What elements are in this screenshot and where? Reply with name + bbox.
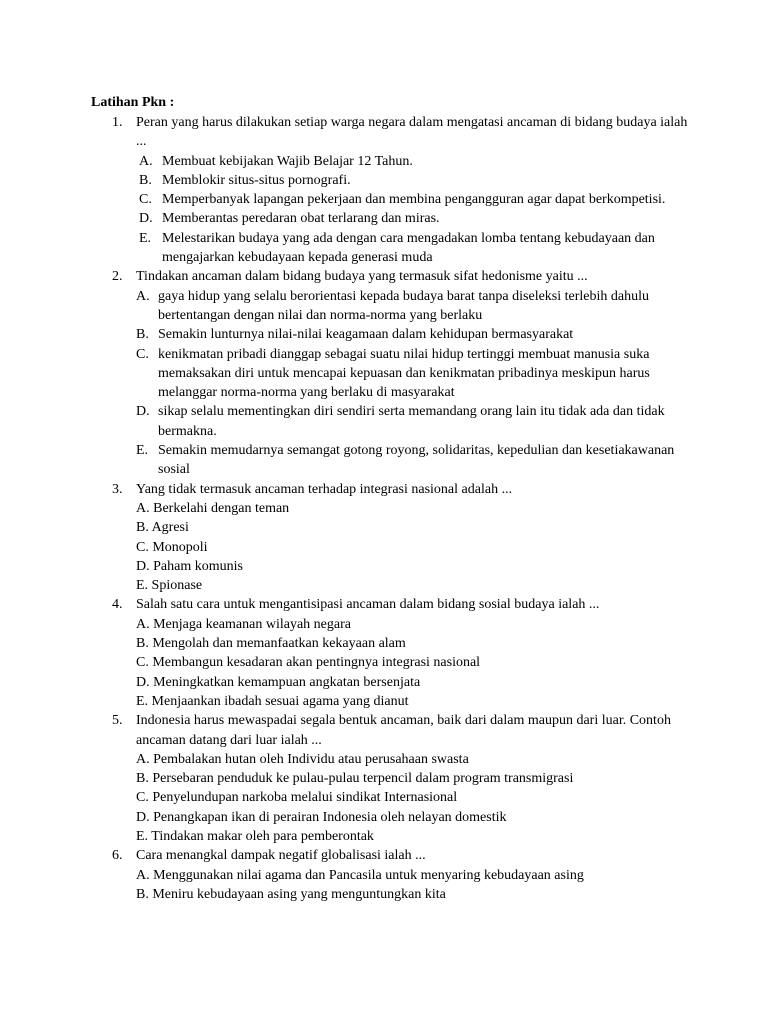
question-text: Cara menangkal dampak negatif globalisasi ialah ... [136, 848, 426, 864]
question-number: 3. [112, 481, 123, 497]
question-number: 2. [112, 269, 123, 285]
option-a: A. Membuat kebijakan Wajib Belajar 12 Tahun. [139, 153, 413, 169]
question-5 [112, 711, 691, 846]
option-list [136, 615, 691, 711]
option-e: E. Tindakan makar oleh para pemberontak [136, 828, 374, 844]
document-page [91, 93, 691, 904]
question-text: Indonesia harus mewaspadai segala bentuk ancaman, baik dari dalam maupun dari luar. Contoh ancaman datang dari luar ialah ... [136, 713, 671, 748]
option-e: E. Spionase [136, 578, 203, 594]
question-number: 1. [112, 115, 123, 130]
question-number: 6. [112, 848, 123, 864]
option-d: D. Penangkapan ikan di perairan Indonesia oleh nelayan domestik [136, 809, 507, 825]
option-d: D. Paham komunis [136, 558, 243, 574]
question-text: Salah satu cara untuk mengantisipasi ancaman dalam bidang sosial budaya ialah ... [136, 597, 600, 613]
question-2 [112, 267, 691, 479]
option-e: E. Melestarikan budaya yang ada dengan cara mengadakan lomba tentang kebudayaan dan mengajarkan kebudayaan kepada generasi muda [139, 230, 655, 266]
question-3 [112, 480, 691, 596]
document-title: Latihan Pkn : [91, 95, 175, 110]
question-number: 4. [112, 597, 123, 613]
option-b: B. Memblokir situs-situs pornografi. [139, 172, 351, 188]
question-text: Yang tidak termasuk ancaman terhadap integrasi nasional adalah ... [136, 481, 513, 497]
question-text: Peran yang harus dilakukan setiap warga negara dalam mengatasi ancaman di bidang budaya ialah ... [136, 115, 688, 150]
option-c: C. Penyelundupan narkoba melalui sindikat Internasional [136, 790, 458, 806]
option-b: B. Agresi [136, 520, 189, 536]
option-e: E. Menjaankan ibadah sesuai agama yang dianut [136, 693, 409, 709]
option-c: C. kenikmatan pribadi dianggap sebagai suatu nilai hidup tertinggi membuat manusia suka memaksakan diri untuk mencapai kepuasan dan kenikmatan pribadinya meskipun harus melanggar norma-norma yang berlaku di masyarakat [136, 346, 650, 401]
option-b: B. Semakin lunturnya nilai-nilai keagamaan dalam kehidupan bermasyarakat [136, 327, 574, 343]
question-4 [112, 595, 691, 711]
option-a: A. Menjaga keamanan wilayah negara [136, 616, 351, 632]
option-c: C. Memperbanyak lapangan pekerjaan dan membina pengangguran agar dapat berkompetisi. [139, 192, 666, 208]
option-list [136, 287, 691, 480]
option-list [136, 866, 691, 905]
option-a: A. gaya hidup yang selalu berorientasi kepada budaya barat tanpa diseleksi terlebih dahulu bertentangan dengan nilai dan norma-norma yang berlaku [136, 288, 649, 323]
option-d: D. Meningkatkan kemampuan angkatan bersenjata [136, 674, 421, 690]
question-1 [112, 113, 691, 267]
option-list [136, 152, 691, 268]
question-text: Tindakan ancaman dalam bidang budaya yang termasuk sifat hedonisme yaitu ... [136, 269, 588, 285]
option-b: B. Meniru kebudayaan asing yang menguntungkan kita [136, 886, 446, 902]
option-b: B. Persebaran penduduk ke pulau-pulau terpencil dalam program transmigrasi [136, 771, 574, 787]
option-e: E. Semakin memudarnya semangat gotong royong, solidaritas, kepedulian dan kesetiakawanan sosial [136, 443, 675, 478]
option-a: A. Berkelahi dengan teman [136, 500, 290, 516]
option-list [136, 750, 691, 846]
option-a: A. Pembalakan hutan oleh Individu atau perusahaan swasta [136, 751, 469, 767]
option-c: C. Membangun kesadaran akan pentingnya integrasi nasional [136, 655, 481, 671]
option-d: D. sikap selalu mementingkan diri sendiri serta memandang orang lain itu tidak ada dan tidak bermakna. [136, 404, 665, 439]
option-c: C. Monopoli [136, 539, 208, 555]
question-number: 5. [112, 713, 123, 729]
option-b: B. Mengolah dan memanfaatkan kekayaan alam [136, 636, 406, 652]
question-6 [112, 846, 691, 904]
option-a: A. Menggunakan nilai agama dan Pancasila untuk menyaring kebudayaan asing [136, 867, 584, 883]
option-d: D. Memberantas peredaran obat terlarang dan miras. [139, 211, 440, 227]
option-list [136, 499, 691, 595]
